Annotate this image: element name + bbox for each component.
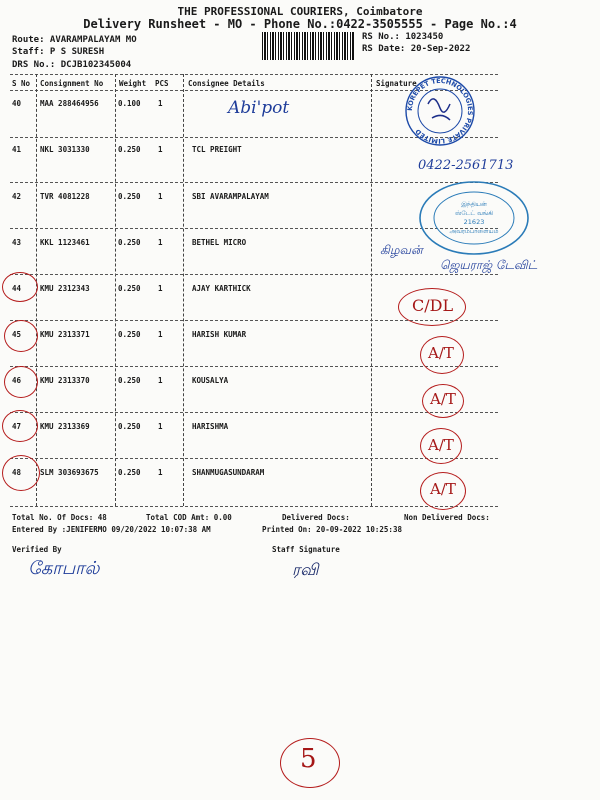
stamp-bank-line: அவரம்பாளையம் (449, 228, 499, 235)
col-header-consignee: Consignee Details (188, 79, 265, 88)
status-mark-at: A/T (430, 480, 456, 498)
handwritten-signature: Abi'pot (228, 98, 290, 118)
rs-date: RS Date: 20-Sep-2022 (362, 44, 471, 54)
total-docs: Total No. Of Docs: 48 (12, 513, 107, 522)
rs-number: RS No.: 1023450 (362, 32, 444, 42)
row-consignment: MAA 288464956 (40, 99, 99, 108)
staff-label: Staff: P S SURESH (12, 47, 105, 57)
stamp-ring-text: KOREPET TECHNOLOGIES PRIVATE LIMITED (405, 76, 475, 146)
row-details: BETHEL MICRO (192, 238, 247, 247)
row-pcs: 1 (158, 376, 163, 385)
non-delivered-docs: Non Delivered Docs: (404, 513, 490, 522)
row-weight: 0.100 (118, 99, 141, 108)
company-stamp (400, 74, 480, 152)
row-consignment: TVR 4081228 (40, 192, 90, 201)
row-pcs: 1 (158, 99, 163, 108)
page-mark: 5 (300, 744, 317, 774)
row-sno: 43 (12, 238, 22, 247)
sno-circle (2, 272, 38, 302)
company-title: THE PROFESSIONAL COURIERS, Coimbatore (177, 5, 423, 18)
row-rule (10, 412, 498, 413)
row-weight: 0.250 (118, 330, 141, 339)
route-label: Route: AVARAMPALAYAM MO (12, 35, 137, 45)
row-sno: 46 (12, 376, 22, 385)
col-header-signature: Signature (376, 79, 417, 88)
col-header-pcs: PCS (155, 79, 169, 88)
entered-by: Entered By :JENIFERMO 09/20/2022 10:07:38 AM (12, 525, 211, 534)
row-pcs: 1 (158, 330, 163, 339)
row-sno: 42 (12, 192, 22, 201)
printed-on: Printed On: 20-09-2022 10:25:38 (262, 525, 402, 534)
row-weight: 0.250 (118, 468, 141, 477)
col-header-sno: S No (12, 79, 31, 88)
col-header-consignment: Consignment No (40, 79, 104, 88)
row-weight: 0.250 (118, 284, 141, 293)
row-weight: 0.250 (118, 192, 141, 201)
handwritten-tamil-name: கிழவன் (380, 243, 423, 257)
row-weight: 0.250 (118, 376, 141, 385)
delivered-docs: Delivered Docs: (282, 513, 350, 522)
row-details: SHANMUGASUNDARAM (192, 468, 265, 477)
total-cod: Total COD Amt: 0.00 (146, 513, 232, 522)
row-pcs: 1 (158, 468, 163, 477)
status-mark-cdl: C/DL (412, 296, 454, 315)
handwritten-phone: 0422-2561713 (418, 158, 514, 173)
row-pcs: 1 (158, 238, 163, 247)
verified-signature: கோபால் (28, 558, 100, 579)
col-divider (115, 74, 116, 506)
col-header-weight: Weight (119, 79, 147, 88)
barcode (262, 32, 354, 60)
row-sno: 44 (12, 284, 22, 293)
sno-circle (2, 410, 38, 442)
row-details: HARISH KUMAR (192, 330, 247, 339)
verified-by-label: Verified By (12, 545, 62, 554)
row-pcs: 1 (158, 192, 163, 201)
row-consignment: KMU 2313370 (40, 376, 90, 385)
row-consignment: KKL 1123461 (40, 238, 90, 247)
drs-number: DRS No.: DCJB102345004 (12, 60, 132, 70)
staff-signature: ரவி (292, 560, 319, 579)
stamp-bank-line: இந்தியன் (461, 201, 487, 208)
handwritten-tamil-name: ஜெயராஜ் டேவிட் (440, 258, 538, 272)
sno-circle (4, 320, 38, 352)
row-pcs: 1 (158, 422, 163, 431)
row-consignment: KMU 2313369 (40, 422, 90, 431)
bank-stamp (418, 180, 530, 260)
row-sno: 48 (12, 468, 22, 477)
row-consignment: SLM 303693675 (40, 468, 99, 477)
row-details: TCL PREIGHT (192, 145, 242, 154)
row-details: AJAY KARTHICK (192, 284, 251, 293)
status-mark-at: A/T (430, 390, 456, 408)
row-sno: 47 (12, 422, 22, 431)
row-details: KOUSALYA (192, 376, 229, 385)
row-consignment: KMU 2313371 (40, 330, 90, 339)
sno-circle (2, 455, 40, 491)
status-mark-at: A/T (428, 436, 454, 454)
table-bottom-rule (10, 506, 498, 507)
row-sno: 45 (12, 330, 22, 339)
row-rule (10, 274, 498, 275)
status-mark-at: A/T (428, 344, 454, 362)
row-pcs: 1 (158, 145, 163, 154)
row-details: SBI AVARAMPALAYAM (192, 192, 269, 201)
stamp-bank-line: ஸ்டேட் வங்கி (454, 210, 494, 217)
row-sno: 41 (12, 145, 22, 154)
row-pcs: 1 (158, 284, 163, 293)
row-details: HARISHMA (192, 422, 229, 431)
row-weight: 0.250 (118, 422, 141, 431)
row-weight: 0.250 (118, 145, 141, 154)
sno-circle (4, 366, 38, 398)
staff-signature-label: Staff Signature (272, 545, 340, 554)
row-consignment: KMU 2312343 (40, 284, 90, 293)
runsheet-title: Delivery Runsheet - MO - Phone No.:0422-3505555 - Page No.:4 (83, 17, 517, 31)
row-consignment: NKL 3031330 (40, 145, 90, 154)
row-sno: 40 (12, 99, 22, 108)
stamp-pin: 21623 (463, 218, 485, 226)
col-divider (371, 74, 372, 506)
row-weight: 0.250 (118, 238, 141, 247)
col-divider (183, 74, 184, 506)
